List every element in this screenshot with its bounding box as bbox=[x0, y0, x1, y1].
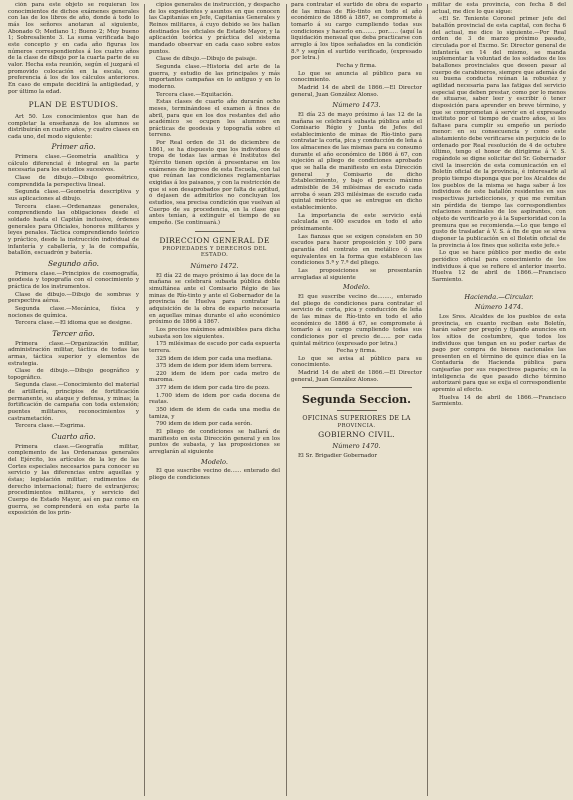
section-divider bbox=[195, 231, 235, 232]
notice-paragraph: El pliego de condiciones se hallará de manifiesto en esta Dirección general y en los puntos de subasta, y las proposiciones se arreglarán al siguiente bbox=[149, 429, 280, 456]
date-signature: Fecha y firma. bbox=[336, 348, 377, 355]
plan-title: PLAN DE ESTUDIOS. bbox=[28, 100, 119, 110]
continued-paragraph: para contratar el surtido de obra de esparto de las minas de Río-tinto en todo el año económico de 1866 á 1867, se compromete á tomarlo á su cargo cumpliendo todas sus condiciones y hacerlo en........ por...... (aquí la liquidación mensual que deba practicarse con arreglo á los tipos señalados en la condición 8.ª y según el surtido verificado, (expresado por letra.) bbox=[291, 2, 422, 62]
signature-line: Madrid 14 de abril de 1866.—El Director general, Juan González Alonso. bbox=[291, 84, 422, 98]
year-heading: Segundo año. bbox=[47, 258, 100, 268]
model-text: El que suscribe vecino de...... enterado del pliego de condiciones bbox=[149, 468, 280, 481]
signature-line: Madrid 14 de abril de 1866.—El Director general, Juan González Alonso. bbox=[291, 370, 422, 383]
circular-heading: Hacienda.—Circular. bbox=[464, 292, 534, 301]
continued-paragraph: Clase de dibujo.—Dibujo de paisaje. bbox=[156, 56, 257, 63]
continued-paragraph: Segunda clase.—Historia del arte de la guerra, y estudio de las principales y más importantes campañas en lo antiguo y en lo moderno. bbox=[149, 63, 280, 90]
section-divider bbox=[302, 387, 412, 388]
notice-paragraph: Las fianzas que se exigen consisten en 50 escudos para hacer proposición y 100 para garantía del contrato en metálico ó sus equivalentes en la forma que establecen las condiciones 5.ª y 7.ª del pliego. bbox=[291, 233, 422, 267]
price-line: 377 idem de idem por cada tiro de pozo. bbox=[156, 385, 270, 392]
newspaper-page bbox=[4, 2, 571, 798]
section-divider bbox=[337, 410, 377, 411]
class-paragraph: Clase de dibujo.—Dibujo geográfico y topográfico. bbox=[8, 368, 139, 381]
class-paragraph: Primera clase.—Principios de cosmografía, geodesia y topografía con el conocimiento y práctica de los instrumentos. bbox=[8, 270, 139, 290]
notice-paragraph: Lo que se hace público por medio de este periódico oficial para conocimiento de los individuos á que se refiere el anterior inserto. Huelva 12 de abril de 1866.—Francisco Sarmiento. bbox=[432, 250, 566, 283]
notice-paragraph: Lo que se avisa al público para su conocimiento. bbox=[291, 355, 422, 369]
price-line: 325 idem de idem por cada una mediana. bbox=[156, 355, 273, 362]
notice-paragraph: «El Sr. Teniente Coronel primer jefe del batallón provincial de esta capital, con fecha 6 del actual, me dice lo siguiente.—Por Real orden de 3 de marzo próximo pasado, circulada por el Excmo. Sr. Director general de infantería en 14 del mismo, se manda suplementar la voluntad de los soldados de los batallones provinciales que deseen pasar al cuerpo de carabineros, siempre que además de su buena conducta reúnan la robustez y agilidad necesaria para las fatigas del servicio especial que deben prestar, como por lo menos de situarse, saber leer y escribir ó tener disposición para aprender en breve término, y que se comprometan á servir en el expresado instituto por el tiempo de cuatro años, si les faltase para cumplir su empeño un período menor: en su consecuencia y como este alistamiento debe verificarse sin perjuicio de lo ordenado por Real resolución de 4 de octubre último, tengo el honor de dirigirme á V. S. rogándole se digne solicitar del Sr. Gobernador civil la inserción de esta comunicación en el Boletín oficial de la provincia, é interesarle al propio tiempo disponga que por los Alcaldes de los pueblos de la misma se haga saber á los individuos de este batallón residentes en sus respectivas jurisdicciones, y que me remitan sin pérdida de tiempo las correspondientes relaciones nominales de los aspirantes, con objeto de verificarlo yo á la Superioridad con la premura que se recomienda.—Lo que tengo el gusto de trasladar á V. S. á fin de que se sirva disponer la publicación en el Boletín oficial de la provincia á los fines que solicita este jefe.» bbox=[432, 16, 566, 249]
continued-paragraph: Por Real orden de 31 de diciembre de 1861, se ha dispuesto que los individuos de tropa de todas las armas é Institutos del Ejército tienen opción á presentarse en los exámenes de ingreso de esta Escuela, con tal que reúnan las condiciones reglamentarias exigidas á los paisanos, y con la restricción de que si son desaprobados por falta de aptitud, ó dejasen de admitirlos no concluyan los estudios, sea precisa condición que vuelvan al Cuerpo de su procedencia, en la clase que antes tenían, á extinguir el tiempo de su empeño. (Se continuará.) bbox=[149, 140, 280, 226]
notice-number: Número 1473. bbox=[332, 101, 381, 110]
class-paragraph: Segunda clase.—Geometría descriptiva y sus aplicaciones al dibujo. bbox=[8, 189, 139, 203]
column-3 bbox=[291, 2, 422, 798]
price-line: 350 idem de idem de cada una media de tamiza, y bbox=[149, 407, 280, 420]
section-subtitle: PROPIEDADES Y DERECHOS DEL ESTADO. bbox=[162, 245, 267, 259]
price-line: 375 idem de idem por idem idem terrera. bbox=[156, 363, 273, 370]
continued-paragraph: militar de esta provincia, con fecha 8 del actual, me dice lo que sigue: bbox=[432, 2, 566, 15]
year-heading: Primer año. bbox=[51, 142, 96, 152]
class-paragraph: Primera clase.—Organización militar, administración militar, táctica de todas las armas, táctica superior y elementos de estrategia. bbox=[8, 340, 139, 367]
notice-paragraph: El día 22 de mayo próximo á las doce de la mañana se celebrará subasta pública doble simultánea ante el Comisario Régio de las minas de Río-tinto y ante el Gobernador de la provincia de Huelva para contratar la adquisición de la obra de esparto necesaria en aquellas minas durante el año económico próximo de 1866 á 1867. bbox=[149, 272, 280, 326]
price-line: 175 milésimas de escudo por cada espuerta terrera. bbox=[149, 341, 280, 354]
model-heading: Modelo. bbox=[201, 457, 228, 466]
price-line: 220 idem de idem por cada metro de maroma. bbox=[149, 370, 280, 384]
notice-number: Número 1470. bbox=[332, 441, 381, 450]
price-line: 790 idem de idem por cada serón. bbox=[156, 421, 253, 428]
class-paragraph: Clase de dibujo.—Dibujo geométrico, comprendida la perspectiva lineal. bbox=[8, 175, 139, 188]
section-heading: Segunda Seccion. bbox=[302, 393, 411, 407]
model-heading: Modelo. bbox=[343, 283, 370, 292]
class-paragraph: Primera clase.—Geometría analítica y cálculo diferencial é integral en la parte necesaria para los estudios sucesivos. bbox=[8, 154, 139, 174]
office-subheading: PROVINCIA. bbox=[337, 422, 376, 429]
office-heading: OFICINAS SUPERIORES DE LA bbox=[302, 415, 411, 423]
notice-paragraph: Las proposiciones se presentarán arregladas al siguiente bbox=[291, 267, 422, 281]
column-rule bbox=[286, 4, 287, 796]
notice-paragraph: Los precios máximos admisibles para dicha subasta son los siguientes. bbox=[149, 326, 280, 340]
notice-paragraph: La importancia de este servicio está calculada en 400 escudos en todo el año próximamente. bbox=[291, 212, 422, 232]
notice-paragraph: Los Sres. Alcaldes de los pueblos de esta provincia, en cuanto reciban este Boletín, harán saber por pregón y fijando anuncios en los sitios de costumbre, que todos los individuos que tengan en su poder cartas de pago por compra de bienes nacionales las presenten en el término de quince días en la Contaduría de Hacienda pública para canjearlas por sus respectivos pagarés; en la inteligencia de que pasado dicho término autorizaré para que se exija el correspondiente apremio al efecto. bbox=[432, 313, 566, 394]
notice-paragraph: El Sr. Brigadier Gobernador bbox=[298, 452, 378, 459]
notice-number: Número 1474. bbox=[474, 303, 524, 312]
section-title: DIRECCION GENERAL DE bbox=[159, 235, 270, 245]
intro-paragraph: ción para este objeto se requieran los conocimientos de dichos exámenes generales con las de los libros de año, donde á todo lo más los señores anotaran al siguiente, Abonado O; Mediano 1; Bueno 2; Muy bueno 1; Sobresaliente 3. La suma verificada bajo este concepto y en cada año figuras los números correspondientes á los cuatro años de la clase de dibujo por la cuarta parte de su valor. Hecha esta reunión, según el juzgará el promovido colocación en la escala, con preferencia á los de los cálculos anteriores. En caso de empate decidirá la antigüedad, y por último la edad. bbox=[8, 2, 139, 95]
notice-number: Número 1472. bbox=[190, 261, 239, 270]
signature-line: Huelva 14 de abril de 1866.—Francisco Sarmiento. bbox=[432, 394, 566, 408]
continued-paragraph: Tercera clase.—Equitación. bbox=[156, 91, 233, 98]
government-heading: GOBIERNO CIVIL. bbox=[318, 430, 395, 440]
article-50: Art 50. Los conocimientos que han de completar la enseñanza de los alumnos se distribuirán en cuatro años, y cuatro clases en cada uno, del modo siguiente: bbox=[8, 113, 139, 140]
column-4 bbox=[432, 2, 566, 798]
notice-paragraph: Lo que se anuncia al público para su conocimiento. bbox=[291, 70, 422, 84]
notice-paragraph: El día 23 de mayo próximo á las 12 de la mañana se celebrará subasta pública ante el Comisario Régio y Junta de Jefes del establecimiento de minas de Río-tinto para contratar la corta, pica y conducción de leña á los almacenes de las mismas para su consumo durante el año económico de 1866 á 67, con sujeción al pliego de condiciones aprobado que se halla de manifiesto en esta Dirección general y Comisario de dicho Establecimiento, y bajo el precio máximo admisible de 34 milésimas de escudo cada arroba ó sean 293 milésimas de escudo cada quintal métrico que se entregue en dicho establecimiento. bbox=[291, 111, 422, 212]
class-paragraph: Segunda clase.—Conocimiento del material de artillería, principios de fortificación permanente, su ataque y defensa, y minas; la fortificación de campaña con toda extensión; puentes militares, reconocimientos y castrametación. bbox=[8, 382, 139, 422]
class-paragraph: Tercera clase.—Esgrima. bbox=[15, 423, 86, 430]
year-heading: Cuarto año. bbox=[51, 432, 96, 442]
class-paragraph: Clase de dibujo.—Dibujo de sombras y perspectiva aérea. bbox=[8, 291, 139, 305]
date-signature: Fecha y firma. bbox=[336, 62, 377, 69]
class-paragraph: Tercera clase.—El idioma que se designe. bbox=[15, 320, 132, 327]
column-1 bbox=[8, 2, 139, 798]
class-paragraph: Segunda clase.—Mecánica, física y nociones de química. bbox=[8, 305, 139, 319]
price-line: 1.700 idem de idem por cada docena de reatas. bbox=[149, 392, 280, 406]
column-2 bbox=[149, 2, 280, 798]
column-rule bbox=[427, 4, 428, 796]
class-paragraph: Primera clase.—Geografía militar, complemento de las Ordenanzas generales del Ejército, los artículos de la ley de las Cortes especiales necesarios para conocer su servicio y las diferencias entre aquellas y éstas; legislación militar; rudimentos de derecho internacional; fuero de extranjeros; procedimientos militares, y servicio del Cuerpo de Estado Mayor, así en paz como en guerra, se comprenderá en esta parte la exposición de los prin- bbox=[8, 443, 139, 517]
continued-paragraph: Estas clases de cuarto año durarán ocho meses, terminándose el examen á fines de abril, para que en los dos restantes del año académico se ocupen los alumnos en prácticas de geodesia y topografía sobre el terreno. bbox=[149, 99, 280, 139]
year-heading: Tercer año. bbox=[52, 328, 95, 338]
continued-paragraph: cipios generales de instrucción, y despacho de los expedientes y asuntos en que conocen las Capitanías en Jefe, Capitanías Generales y Reinos militares, á cuyo debido se les hallan destinados los oficiales de Estado Mayor, y la aplicación teórica y práctica del sistema mandado observar en cada caso sobre estos puntos. bbox=[149, 2, 280, 55]
column-rule bbox=[144, 4, 145, 796]
class-paragraph: Tercera clase.—Ordenanzas generales, comprendiendo las obligaciones desde el soldado hasta el Capitán inclusive, órdenes generales para Oficiales, honores militares y leyes penales. Táctica comprendiendo teórico y práctico, desde la instrucción individual de infantería y caballería, y la de compañía, batallón, escuadrón y batería. bbox=[8, 203, 139, 257]
model-text: El que suscribe vecino de........, enterado del pliego de condiciones para contratar el servicio de corta, pica y conducción de leña de las minas de Río-tinto en todo el año económico de 1866 á 67, se compromete á tomarlo á su cargo cumpliendo todas sus condiciones por el precio de...... por cada quintal métrico (expresado por letra.) bbox=[291, 293, 422, 347]
